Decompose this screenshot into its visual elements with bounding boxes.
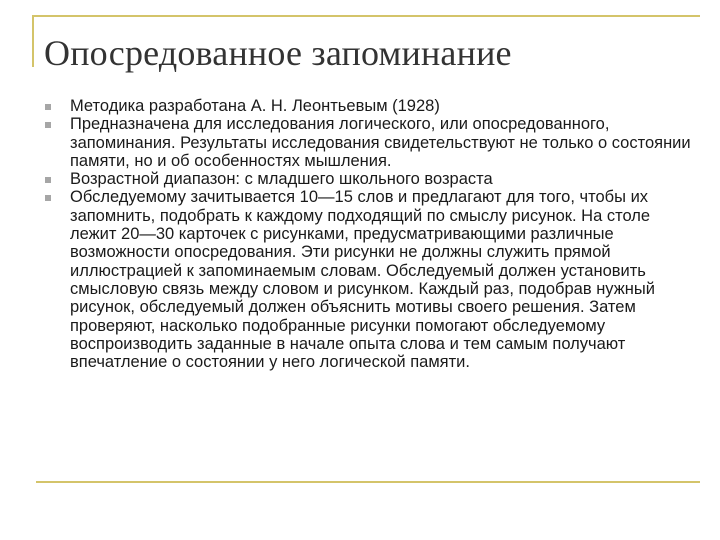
top-accent-line [32,15,700,17]
bullet-item-age-range [44,170,700,188]
bullet-list [44,97,700,371]
left-accent-line [32,15,34,67]
bullet-item-author [44,97,700,115]
bullet-text: Методика разработана А. Н. Леонтьевым (1928) [70,97,440,115]
square-bullet-icon [45,195,51,201]
bullet-text: Возрастной диапазон: с младшего школьного возраста [70,170,493,189]
bullet-item-procedure [44,188,700,371]
bullet-text: Обследуемому зачитывается 10—15 слов и предлагают для того, чтобы их запомнить, подобрать к каждому подходящий по смыслу рисунок. На столе лежит 20—30 карточек с рисунками, предусматривающими различные возможности опосредования. Эти рисунки не должны служить прямой иллюстрацией к запоминаемым словам. Обследуемый должен установить смысловую связь между словом и рисунком. Каждый раз, подобрав нужный рисунок, обследуемый должен объяснить мотивы своего решения. Затем проверяют, насколько подобранные рисунки помогают обследуемому воспроизводить заданные в начале опыта слова и тем самым получают впечатление о состоянии у него логической памяти. [70,188,655,372]
bullet-text: Предназначена для исследования логического, или опосредованного, запоминания. Результаты исследования свидетельствуют не только о состоянии памяти, но и об особенностях мышления. [70,115,691,170]
bottom-accent-line [36,481,700,483]
square-bullet-icon [45,122,51,128]
square-bullet-icon [45,177,51,183]
bullet-item-purpose [44,115,700,170]
square-bullet-icon [45,104,51,110]
slide-title: Опосредованное запоминание [44,33,512,73]
